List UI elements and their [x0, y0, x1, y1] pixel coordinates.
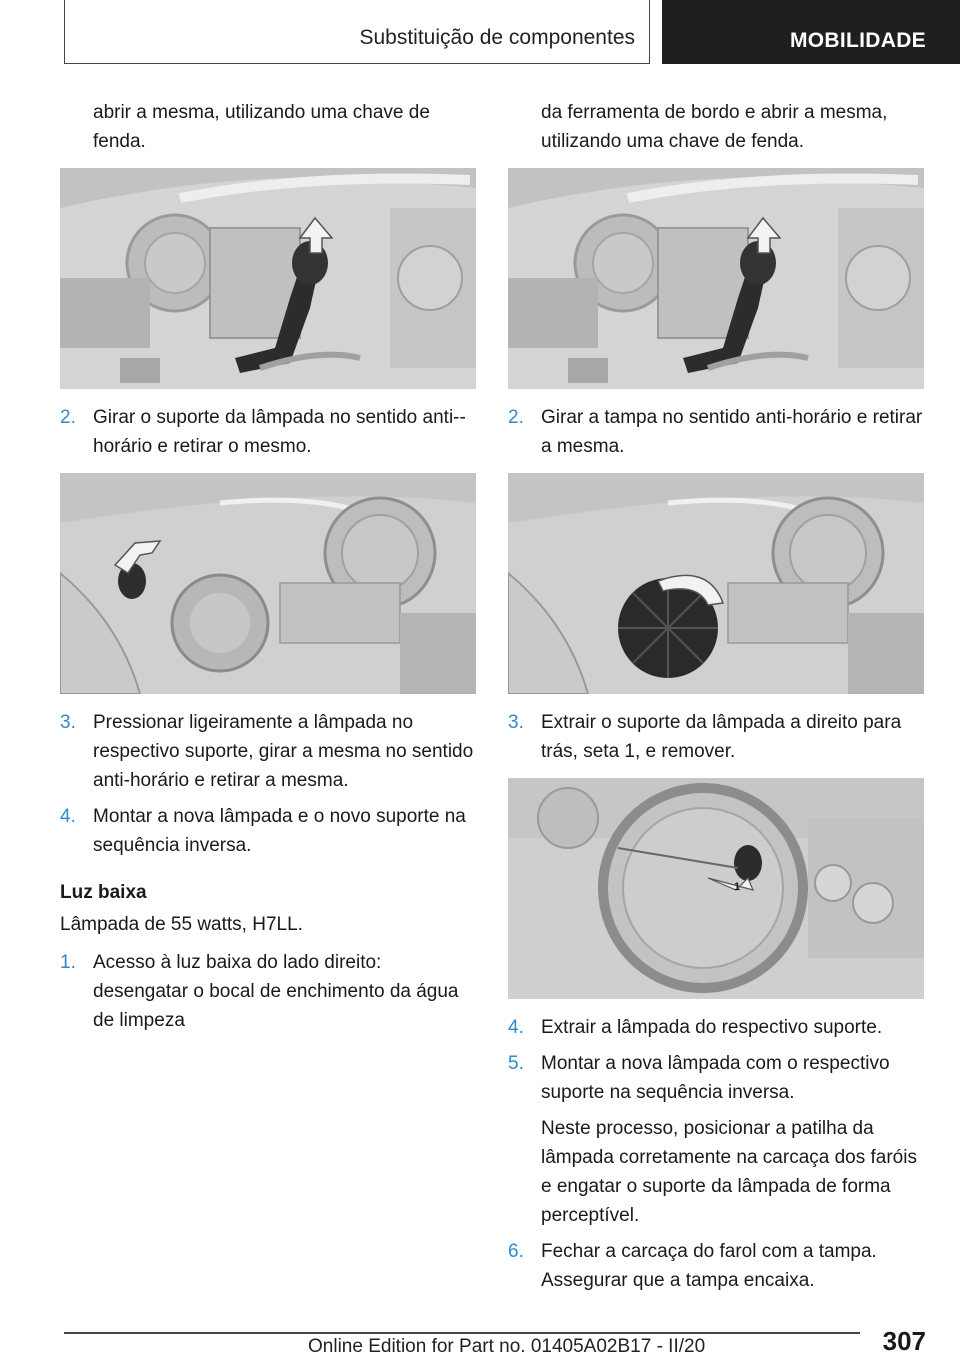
step-number: 4.: [508, 1017, 524, 1038]
header-section-tab: [64, 0, 650, 64]
left-column: [60, 98, 476, 1035]
figure-cover-right: [508, 473, 924, 694]
figure-washer-nozzle-left: [60, 168, 476, 389]
step-number: 6.: [508, 1241, 524, 1262]
step-number: 3.: [508, 712, 524, 733]
right-column: [508, 98, 924, 1295]
right-step-3: [508, 708, 924, 766]
figure-washer-nozzle-right: [508, 168, 924, 389]
step-number: 4.: [60, 806, 76, 827]
step-text: Pressionar ligeiramente a lâmpada no respectivo suporte, girar a mesma no sentido anti-horário e retirar a mesma.: [93, 712, 474, 791]
headlight-illustration: [60, 473, 476, 694]
headlight-illustration: [508, 168, 924, 389]
right-step-4: [508, 1013, 924, 1042]
step-number: 5.: [508, 1053, 524, 1074]
page-number: 307: [882, 1326, 926, 1356]
footer-divider: [64, 1332, 860, 1334]
header-chapter-tab: [662, 0, 960, 64]
step-number: 1.: [60, 952, 76, 973]
bulb-spec: Lâmpada de 55 watts, H7LL.: [60, 914, 303, 935]
headlight-illustration: [508, 778, 924, 999]
headlight-illustration: [508, 473, 924, 694]
left-step-1: [60, 948, 476, 1035]
edition-footer: Online Edition for Part no. 01405A02B17 - II/20: [308, 1336, 706, 1357]
left-intro-text: abrir a mesma, utilizando uma chave de fenda.: [93, 102, 430, 152]
step-text: Girar a tampa no sentido anti-horário e retirar a mesma.: [541, 407, 923, 457]
step-number: 2.: [60, 407, 76, 428]
right-intro-text: da ferramenta de bordo e abrir a mesma, utilizando uma chave de fenda.: [541, 102, 888, 152]
step-text: Extrair o suporte da lâmpada a direito para trás, seta 1, e remover.: [541, 712, 902, 762]
step-text: Fechar a carcaça do farol com a tampa. Assegurar que a tampa encaixa.: [541, 1241, 877, 1291]
step-text: Montar a nova lâmpada e o novo suporte na sequência inversa.: [93, 806, 466, 856]
step-number: 2.: [508, 407, 524, 428]
right-step-6: [508, 1237, 924, 1295]
left-step-3: [60, 708, 476, 795]
step-text: Extrair a lâmpada do respectivo suporte.: [541, 1017, 883, 1038]
step-text: Acesso à luz baixa do lado direito: desengatar o bocal de enchimento da água de limpeza: [93, 952, 459, 1031]
chapter-title: MOBILIDADE: [790, 29, 926, 52]
left-step-2: [60, 403, 476, 461]
right-step-2: [508, 403, 924, 461]
left-step-4: [60, 802, 476, 860]
section-title: Substituição de componentes: [359, 26, 635, 49]
figure-bulb-holder-left: [60, 473, 476, 694]
figure-bulb-holder-right: [508, 778, 924, 999]
step-text: Girar o suporte da lâmpada no sentido anti--horário e retirar o mesmo.: [93, 407, 466, 457]
section-heading: Luz baixa: [60, 882, 147, 903]
headlight-illustration: [60, 168, 476, 389]
figure-label-1: 1: [734, 881, 741, 893]
right-step-5-note: Neste processo, posicionar a patilha da lâmpada corretamente na carcaça dos faróis e engatar o suporte da lâmpada de forma perceptível.: [541, 1118, 917, 1226]
step-number: 3.: [60, 712, 76, 733]
step-text: Montar a nova lâmpada com o respectivo suporte na sequência inversa.: [541, 1053, 890, 1103]
right-step-5: [508, 1049, 924, 1107]
